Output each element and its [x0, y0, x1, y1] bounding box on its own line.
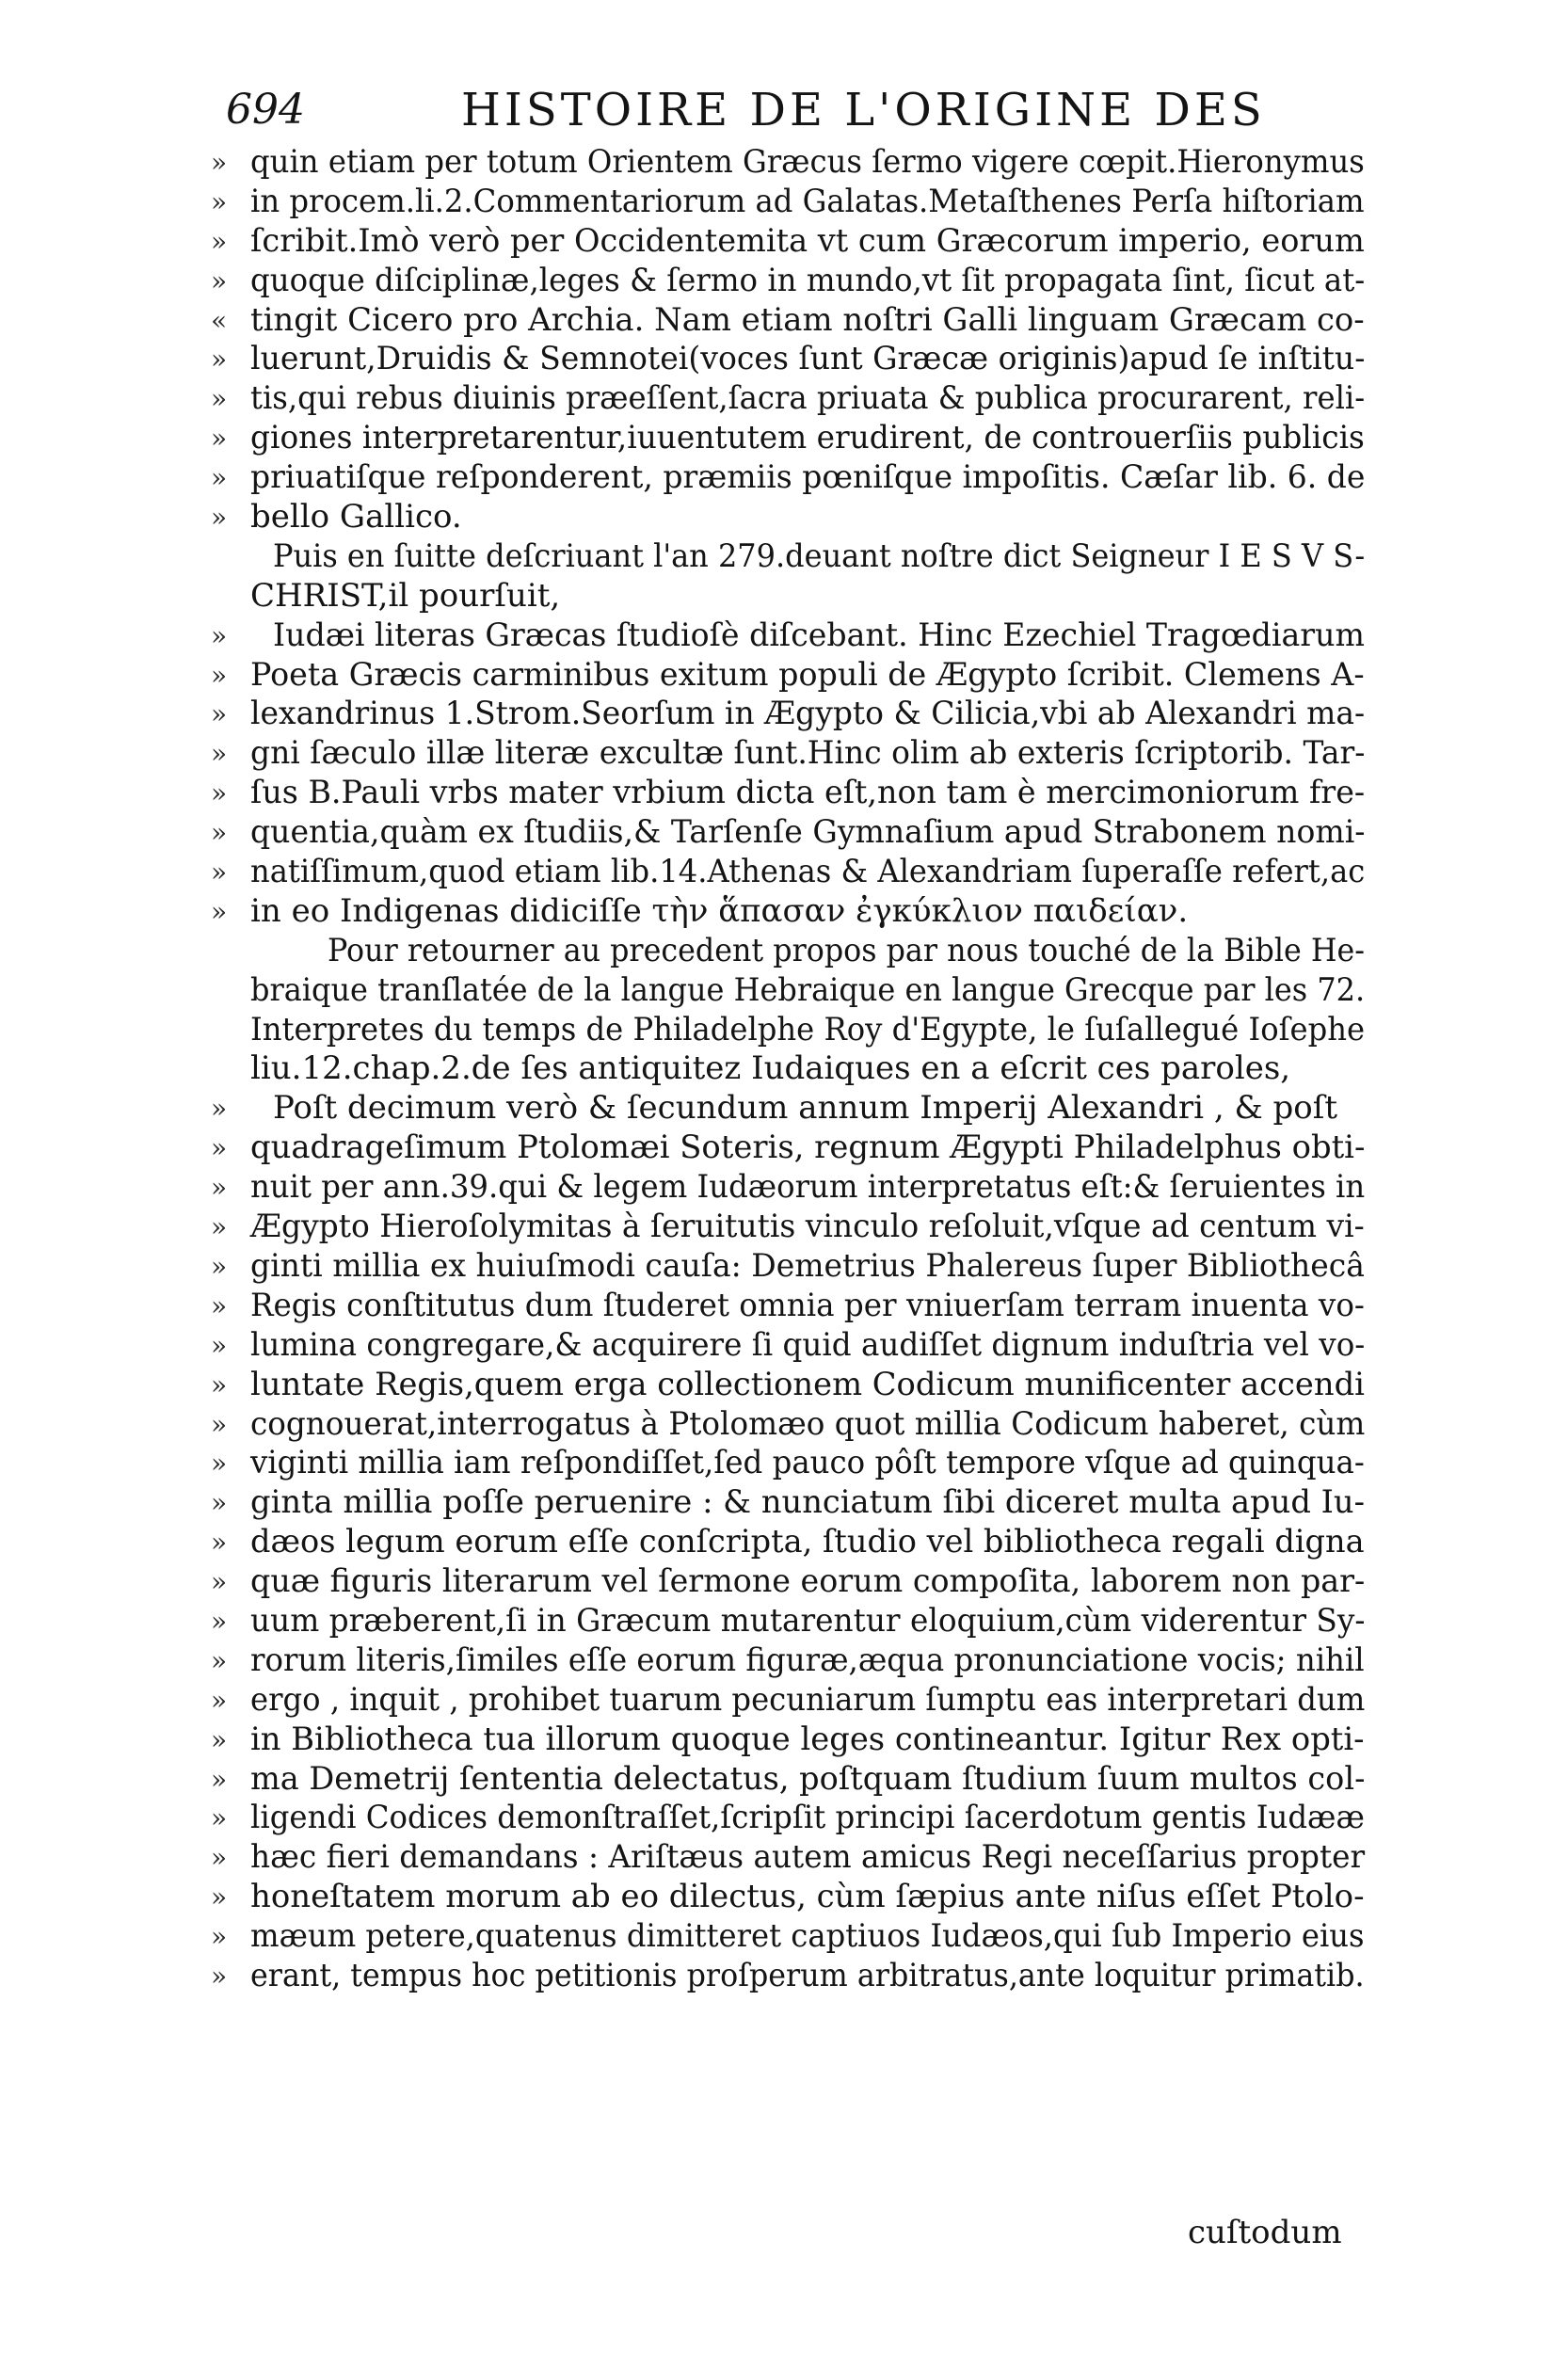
line-text: quin etiam per totum Orientem Græcus ſermo vigere cœpit.Hieronymus	[250, 143, 1365, 181]
line-text: nuit per ann.39.qui & legem Iudæorum interpretatus eſt:& ſeruientes in	[250, 1168, 1366, 1207]
line-text: luntate Regis,quem erga collectionem Codicum munificenter accendi	[250, 1365, 1365, 1403]
line-text: cognouerat,interrogatus à Ptolomæo quot millia Codicum haberet, cùm	[250, 1404, 1366, 1443]
line-text: ſus B.Pauli vrbs mater vrbium dicta eſt,non tam è mercimoniorum fre-	[250, 774, 1366, 812]
quote-mark: »	[211, 264, 228, 296]
line-text: ligendi Codices demonſtraſſet,ſcripſit principi ſacerdotum gentis Iudææ	[250, 1799, 1365, 1837]
quote-mark: »	[211, 1723, 228, 1755]
text-line	[188, 537, 1412, 577]
line-text: in eo Indigenas didiciſſe τὴν ἅπασαν ἐγκύκλιον παιδείαν.	[250, 891, 1189, 930]
line-text: viginti millia iam reſpondiſſet,ſed pauco pôſt tempore vſque ad quinqua-	[250, 1444, 1365, 1482]
line-text: quadrageſimum Ptolomæi Soteris, regnum Ægypti Philadelphus obti-	[250, 1128, 1366, 1167]
text-line	[188, 932, 1412, 971]
line-text: CHRIST,il pourſuit,	[250, 576, 561, 615]
quote-mark: »	[211, 1960, 228, 1992]
line-text: tingit Cicero pro Archia. Nam etiam noſtri Galli linguam Græcam co-	[250, 300, 1365, 339]
line-text: ginti millia ex huiuſmodi cauſa: Demetrius Phalereus ſuper Bibliothecâ	[250, 1246, 1365, 1285]
line-text: ſcribit.Imò verò per Occidentemita vt cum Græcorum imperio, eorum	[250, 221, 1365, 260]
text-line	[188, 1011, 1412, 1050]
text-line	[188, 1721, 1412, 1760]
quote-mark: »	[211, 1211, 228, 1243]
quote-mark: »	[211, 777, 228, 809]
text-line	[188, 1483, 1412, 1523]
text-line	[188, 1208, 1412, 1247]
text-line	[188, 1760, 1412, 1800]
text-line	[188, 143, 1412, 183]
line-text: quentia,quàm ex ſtudiis,& Tarſenſe Gymnaſium apud Strabonem nomi-	[250, 813, 1366, 852]
line-text: tis,qui rebus diuinis præeſſent,ſacra priuata & publica procurarent, reli-	[250, 379, 1366, 418]
text-line	[188, 1287, 1412, 1326]
text-line	[188, 774, 1412, 813]
text-line	[188, 1247, 1412, 1287]
quote-mark: »	[211, 1369, 228, 1401]
text-line	[188, 1168, 1412, 1208]
quote-mark: »	[211, 1408, 228, 1440]
text-line	[188, 1562, 1412, 1602]
page-number: 694	[226, 86, 305, 134]
text-line	[188, 1326, 1412, 1366]
catchword: cuſtodum	[1188, 2214, 1342, 2251]
text-line	[188, 1128, 1412, 1168]
line-text: natiſſimum,quod etiam lib.14.Athenas & Alexandriam ſuperaſſe refert,ac	[250, 853, 1366, 891]
line-text: Puis en ſuitte deſcriuant l'an 279.deuant noſtre dict Seigneur I E S V S-	[273, 536, 1366, 575]
quote-mark: »	[211, 1093, 228, 1125]
text-line	[188, 1049, 1412, 1089]
quote-mark: »	[211, 225, 228, 257]
quote-mark: »	[211, 423, 228, 455]
quote-mark: »	[211, 1527, 228, 1559]
line-text: erant, tempus hoc petitionis proſperum arbitratus,ante loquitur primatib.	[250, 1956, 1365, 1994]
line-text: giones interpretarentur,iuuentutem erudirent, de controuerſiis publicis	[250, 419, 1365, 457]
line-text: hæc fieri demandans : Ariſtæus autem amicus Regi neceſſarius propter	[250, 1838, 1366, 1877]
quote-mark: »	[211, 1132, 228, 1164]
text-line	[188, 301, 1412, 341]
text-line	[188, 577, 1412, 616]
quote-mark: »	[211, 1289, 228, 1321]
text-line	[188, 262, 1412, 301]
quote-mark: »	[211, 817, 228, 849]
quote-mark: «	[211, 304, 228, 336]
line-text: Interpretes du temps de Philadelphe Roy d'Egypte, le ſuſallegué Ioſephe	[250, 1010, 1366, 1048]
quote-mark: »	[211, 895, 228, 927]
quote-mark: »	[211, 1605, 228, 1637]
quote-mark: »	[211, 1644, 228, 1676]
text-line	[188, 853, 1412, 892]
line-text: quoque diſciplinæ,leges & ſermo in mundo,vt ſit propagata ſint, ſicut at-	[250, 261, 1366, 299]
quote-mark: »	[211, 1172, 228, 1204]
line-text: Pour retourner au precedent propos par nous touché de la Bible He-	[328, 931, 1366, 969]
quote-mark: »	[211, 856, 228, 888]
line-text: luerunt,Druidis & Semnotei(voces ſunt Græcæ originis)apud ſe inſtitu-	[250, 340, 1366, 378]
line-text: rorum literis,ſimiles eſſe eorum figuræ,æqua pronunciatione vocis; nihil	[250, 1641, 1365, 1679]
quote-mark: »	[211, 147, 228, 178]
text-line	[188, 498, 1412, 537]
quote-mark: »	[211, 1842, 228, 1874]
line-text: in procem.li.2.Commentariorum ad Galatas.Metaſthenes Perſa hiſtoriam	[250, 182, 1365, 220]
quote-mark: »	[211, 1566, 228, 1598]
quote-mark: »	[211, 1684, 228, 1716]
page-header	[226, 79, 1384, 141]
line-text: quæ figuris literarum vel ſermone eorum compoſita, laborem non par-	[250, 1562, 1366, 1601]
line-text: Iudæi literas Græcas ſtudioſè diſcebant. Hinc Ezechiel Tragœdiarum	[273, 616, 1365, 654]
text-line	[188, 1878, 1412, 1917]
line-text: liu.12.chap.2.de ſes antiquitez Iudaiques en a eſcrit ces paroles,	[250, 1049, 1291, 1088]
text-line	[188, 458, 1412, 498]
quote-mark: »	[211, 1329, 228, 1361]
text-line	[188, 1602, 1412, 1641]
quote-mark: »	[211, 1802, 228, 1834]
text-line	[188, 616, 1412, 656]
text-line	[188, 183, 1412, 222]
line-text: lexandrinus 1.Strom.Seorſum in Ægypto & Cilicia,vbi ab Alexandri ma-	[250, 695, 1366, 733]
text-line	[188, 1681, 1412, 1721]
quote-mark: »	[211, 1448, 228, 1480]
quote-mark: »	[211, 738, 228, 770]
text-line	[188, 656, 1412, 696]
text-line	[188, 1641, 1412, 1681]
line-text: bello Gallico.	[250, 498, 462, 536]
text-line	[188, 1838, 1412, 1878]
line-text: Regis conſtitutus dum ſtuderet omnia per vniuerſam terram inuenta vo-	[250, 1286, 1365, 1324]
text-line	[188, 1523, 1412, 1562]
line-text: honeſtatem morum ab eo dilectus, cùm ſæpius ante niſus eſſet Ptolo-	[250, 1878, 1365, 1916]
quote-mark: »	[211, 1921, 228, 1953]
line-text: braique tranſlatée de la langue Hebraique en langue Grecque par les 72.	[250, 970, 1366, 1009]
running-title: HISTOIRE DE L'ORIGINE DES	[461, 84, 1266, 136]
line-text: in Bibliotheca tua illorum quoque leges contineantur. Igitur Rex opti-	[250, 1720, 1365, 1758]
text-line	[188, 695, 1412, 734]
text-line	[188, 971, 1412, 1011]
quote-mark: »	[211, 1763, 228, 1795]
text-line	[188, 734, 1412, 774]
text-line	[188, 379, 1412, 419]
quote-mark: »	[211, 185, 228, 217]
line-text: dæos legum eorum eſſe conſcripta, ſtudio vel bibliotheca regali digna	[250, 1523, 1365, 1561]
quote-mark: »	[211, 383, 228, 415]
line-text: ergo , inquit , prohibet tuarum pecuniarum ſumptu eas interpretari dum	[250, 1680, 1366, 1719]
line-text: ginta millia poſſe peruenire : & nunciatum ſibi diceret multa apud Iu-	[250, 1483, 1365, 1522]
line-text: Poeta Græcis carminibus exitum populi de Ægypto ſcribit. Clemens A-	[250, 655, 1365, 694]
line-text: gni ſæculo illæ literæ excultæ ſunt.Hinc olim ab exteris ſcriptorib. Tar-	[250, 734, 1366, 773]
quote-mark: »	[211, 659, 228, 691]
text-line	[188, 340, 1412, 379]
quote-mark: »	[211, 462, 228, 494]
line-text: ma Demetrij ſententia delectatus, poſtquam ſtudium ſuum multos col-	[250, 1759, 1366, 1798]
line-text: priuatiſque reſponderent, præmiis pœniſque impoſitis. Cæſar lib. 6. de	[250, 458, 1366, 497]
text-line	[188, 892, 1412, 932]
body-text	[188, 143, 1412, 1996]
text-line	[188, 813, 1412, 853]
text-line	[188, 1444, 1412, 1483]
quote-mark: »	[211, 344, 228, 376]
line-text: lumina congregare,& acquirere ſi quid audiſſet dignum induſtria vel vo-	[250, 1325, 1366, 1364]
quote-mark: »	[211, 1250, 228, 1282]
text-line	[188, 1089, 1412, 1128]
line-text: Poſt decimum verò & ſecundum annum Imperij Alexandri , & poſt	[273, 1089, 1337, 1128]
quote-mark: »	[211, 1881, 228, 1913]
quote-mark: »	[211, 502, 228, 534]
text-line	[188, 1799, 1412, 1838]
line-text: Ægypto Hieroſolymitas à ſeruitutis vinculo reſoluit,vſque ad centum vi-	[250, 1208, 1365, 1246]
text-line	[188, 419, 1412, 458]
text-line	[188, 1957, 1412, 1996]
text-line	[188, 1366, 1412, 1405]
line-text: mæum petere,quatenus dimitteret captiuos Iudæos,qui ſub Imperio eius	[250, 1917, 1365, 1956]
quote-mark: »	[211, 1487, 228, 1519]
quote-mark: »	[211, 619, 228, 651]
text-line	[188, 1405, 1412, 1445]
text-line	[188, 1917, 1412, 1957]
text-line	[188, 222, 1412, 262]
line-text: uum præberent,ſi in Græcum mutarentur eloquium,cùm viderentur Sy-	[250, 1601, 1366, 1640]
quote-mark: »	[211, 698, 228, 730]
